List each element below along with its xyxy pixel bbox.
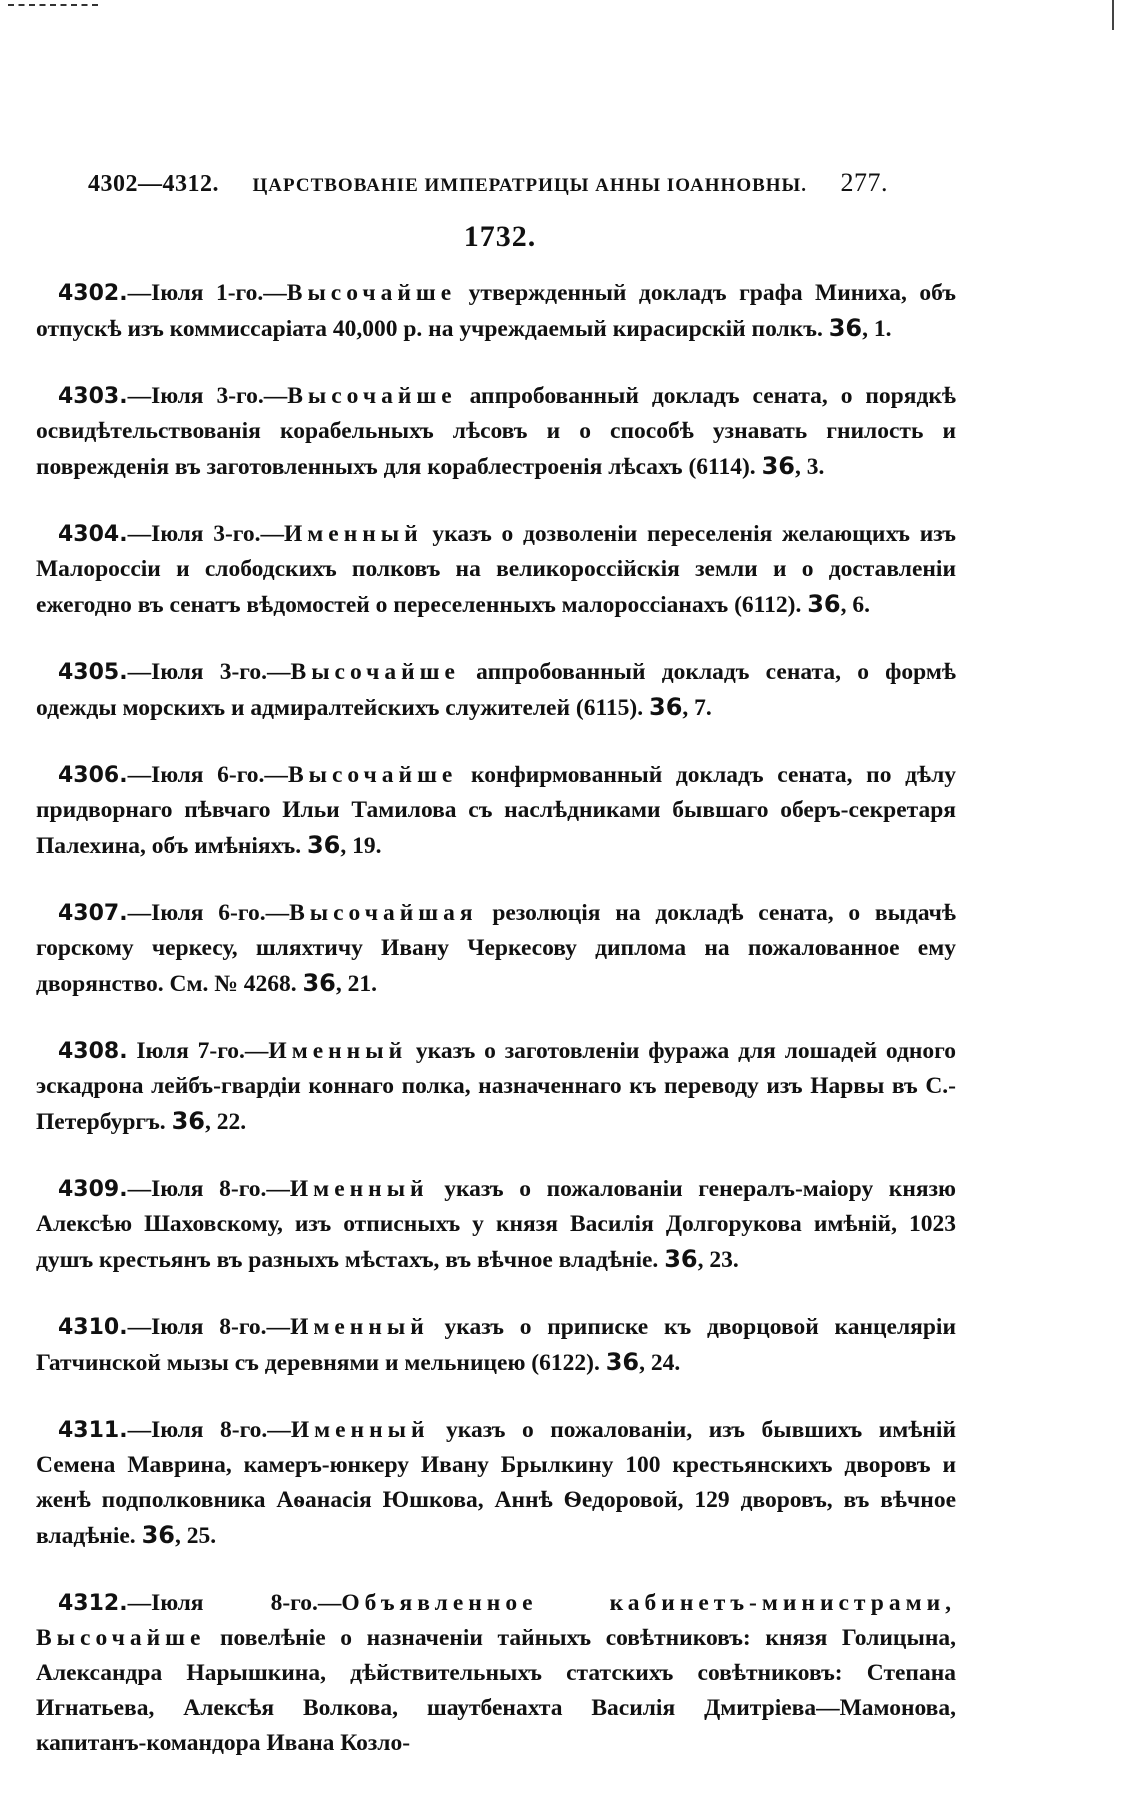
entry bbox=[36, 1172, 956, 1278]
entry-volume: 36 bbox=[141, 1521, 175, 1549]
entry-text: конфирмованный докладъ сената, по дѣлу придворнаго пѣвчаго Ильи Тамилова съ наслѣдниками бывшаго оберъ-секретаря Палехина, объ имѣніяхъ. bbox=[36, 762, 957, 859]
entry-page-ref: , 19. bbox=[340, 833, 382, 859]
entry-page-ref: , 22. bbox=[204, 1109, 247, 1135]
entry-type: Именный bbox=[290, 1314, 429, 1340]
entry bbox=[36, 379, 956, 485]
entry-date: —Іюля 3-го.— bbox=[127, 521, 285, 547]
entry-type: Именный bbox=[290, 1417, 430, 1443]
scan-edge-line bbox=[1112, 0, 1114, 30]
entry-number: 4308. bbox=[58, 1039, 128, 1064]
entry-date: —Іюля 8-го.— bbox=[127, 1590, 342, 1616]
entry-volume: 36 bbox=[649, 693, 683, 721]
entry-volume: 36 bbox=[664, 1245, 698, 1273]
entry-text: аппробованный докладъ сената, о формѣ одежды морскихъ и адмиралтейскихъ служителей (6115). bbox=[36, 659, 957, 721]
entry-text: указъ о заготовленіи фуража для лошадей одного эскадрона лейбъ-гвардіи коннаго полка, назначеннаго къ переводу изъ Нарвы въ С.-Петербургъ. bbox=[36, 1038, 956, 1135]
entry-date: Іюля 7-го.— bbox=[127, 1038, 269, 1064]
entry-type: Высочайше bbox=[287, 762, 458, 788]
entry-number: 4310. bbox=[58, 1315, 128, 1340]
entry-type: Именный bbox=[268, 1038, 408, 1064]
entry-volume: 36 bbox=[302, 969, 336, 997]
entry bbox=[36, 655, 956, 726]
entry-text: указъ о приписке къ дворцовой канцеляріи Гатчинской мызы съ деревнями и мельницею (6122). bbox=[36, 1314, 956, 1376]
entry-page-ref: , 6. bbox=[840, 592, 870, 618]
page-number: 277. bbox=[840, 168, 888, 197]
entry-page-ref: , 1. bbox=[862, 316, 892, 342]
entry-date: —Іюля 3-го.— bbox=[127, 383, 288, 409]
entry-type: Именный bbox=[284, 521, 423, 547]
entry-type: Высочайшая bbox=[289, 900, 478, 926]
entry-page-ref: , 3. bbox=[794, 454, 825, 480]
entry-page-ref: , 7. bbox=[682, 695, 712, 721]
entry-number: 4311. bbox=[58, 1418, 128, 1443]
entry bbox=[36, 758, 956, 864]
entry-number: 4305. bbox=[58, 660, 128, 685]
entry-number: 4303. bbox=[58, 384, 128, 409]
entry-number: 4306. bbox=[58, 763, 128, 788]
entry-page-ref: , 21. bbox=[335, 971, 377, 997]
entry-text: утвержденный докладъ графа Миниха, объ отпускѣ изъ коммиссаріата 40,000 р. на учреждаемый кирасирскій полкъ. bbox=[36, 280, 956, 342]
entry-volume: 36 bbox=[605, 1348, 640, 1376]
entry bbox=[36, 1586, 956, 1761]
entry-number: 4302. bbox=[58, 281, 128, 306]
entry-date: —Іюля 6-го.— bbox=[127, 762, 288, 788]
entry-date: —Іюля 8-го.— bbox=[127, 1417, 291, 1443]
entry-page-ref: , 24. bbox=[639, 1350, 681, 1376]
entry bbox=[36, 517, 956, 623]
entry-volume: 36 bbox=[828, 314, 863, 342]
entry-text: указъ о дозволеніи переселенія желающихъ изъ Малороссіи и слободскихъ полковъ на великороссійскія земли и о доставленіи ежегодно въ сенатъ вѣдомостей о переселенныхъ малороссіанахъ (6112). bbox=[36, 521, 957, 618]
entry-text: повелѣніе о назначеніи тайныхъ совѣтниковъ: князя Голицына, Александра Нарышкина, дѣйствительныхъ статскихъ совѣтниковъ: Степана Игнатьева, Алексѣя Волкова, шаутбенахта Василія Дмитріева—Мамонова, капитанъ-командора Ивана Козло- bbox=[36, 1625, 956, 1756]
entry-volume: 36 bbox=[171, 1107, 205, 1135]
entry-type: Объявленное кабинетъ-министрами, Высочайше bbox=[36, 1590, 956, 1651]
entry-type: Именный bbox=[289, 1176, 429, 1202]
entry-number: 4312. bbox=[58, 1591, 128, 1616]
entry-number: 4304. bbox=[58, 522, 128, 547]
entry bbox=[36, 276, 956, 347]
entry-date: —Іюля 3-го.— bbox=[127, 659, 291, 685]
entry-number: 4307. bbox=[58, 901, 128, 926]
entry-volume: 36 bbox=[761, 452, 795, 480]
reign-title: ЦАРСТВОВАНІЕ ИМПЕРАТРИЦЫ АННЫ ІОАННОВНЫ. bbox=[252, 175, 807, 196]
entry-number: 4309. bbox=[58, 1177, 128, 1202]
entry-type: Высочайше bbox=[290, 659, 460, 685]
entry-type: Высочайше bbox=[287, 383, 457, 409]
entry-date: —Іюля 8-го.— bbox=[127, 1176, 290, 1202]
scan-edge-mark bbox=[8, 4, 98, 12]
entry-date: —Іюля 6-го.— bbox=[127, 900, 290, 926]
entry bbox=[36, 1034, 956, 1140]
entry-text: резолюція на докладѣ сената, о выдачѣ горскому черкесу, шляхтичу Ивану Черкесову диплома на пожалованное ему дворянство. См. № 4268. bbox=[36, 900, 956, 997]
entry bbox=[36, 896, 956, 1002]
entry-range: 4302—4312. bbox=[88, 171, 219, 197]
running-head bbox=[88, 168, 888, 202]
entry-text: указъ о пожалованіи, изъ бывшихъ имѣній Семена Маврина, камеръ-юнкеру Ивану Брылкину 100 крестьянскихъ дворовъ и женѣ подполковника Аѳанасія Юшкова, Аннѣ Ѳедоровой, 129 дворовъ, въ вѣчное владѣніе. bbox=[36, 1417, 956, 1549]
entries-list bbox=[36, 276, 956, 1793]
entry-page-ref: , 25. bbox=[174, 1523, 217, 1549]
entry-date: —Іюля 8-го.— bbox=[127, 1314, 291, 1340]
entry bbox=[36, 1310, 956, 1381]
entry bbox=[36, 1413, 956, 1554]
entry-text: аппробованный докладъ сената, о порядкѣ освидѣтельствованія корабельныхъ лѣсовъ и о способѣ узнавать гнилость и поврежденія въ заготовленныхъ для кораблестроенія лѣсахъ (6114). bbox=[36, 383, 956, 480]
entry-text: указъ о пожалованіи генералъ-маіору князю Алексѣю Шаховскому, изъ отписныхъ у князя Василія Долгорукова имѣній, 1023 душъ крестьянъ въ разныхъ мѣстахъ, въ вѣчное владѣніе. bbox=[36, 1176, 956, 1273]
year-heading: 1732. bbox=[463, 220, 537, 253]
entry-page-ref: , 23. bbox=[697, 1247, 739, 1273]
entry-volume: 36 bbox=[807, 590, 841, 618]
entry-date: —Іюля 1-го.— bbox=[127, 280, 287, 306]
entry-type: Высочайше bbox=[286, 280, 457, 306]
entry-volume: 36 bbox=[306, 831, 341, 859]
